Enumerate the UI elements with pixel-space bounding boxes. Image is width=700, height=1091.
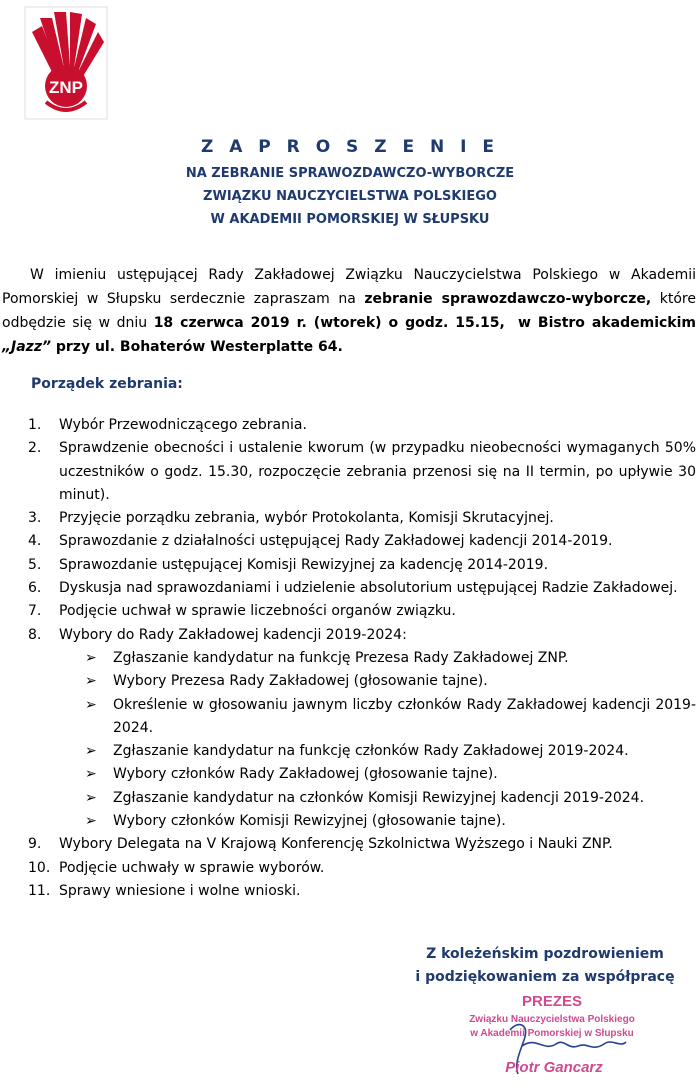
- sub-item: [0, 670, 700, 693]
- agenda-item: [0, 554, 700, 577]
- agenda-text: Wybory do Rady Zakładowej kadencji 2019-2024:: [59, 626, 407, 643]
- arrow-bullet-icon: ➢: [85, 696, 97, 713]
- agenda-text: Wybór Przewodniczącego zebrania.: [59, 417, 307, 433]
- closing-line-1: Z koleżeńskim pozdrowieniem: [426, 946, 664, 962]
- agenda-item: [0, 437, 700, 507]
- arrow-bullet-icon: ➢: [85, 813, 97, 830]
- agenda-text: Sprawdzenie obecności i ustalenie kworum (w przypadku nieobecności wymaganych 50% uczestników o godz. 15.30, rozpoczęcie zebrania przenosi się na II termin, po upływie 30 minut).: [59, 440, 696, 503]
- intro-text-1: W imieniu ustępującej Rady Zakładowej Związku Nauczycielstwa Polskiego w Akademii Pomorskiej w Słupsku serdecznie zapraszam na: [2, 267, 696, 307]
- meeting-date: 18 czerwca 2019 r. (wtorek) o godz. 15.15,: [153, 315, 505, 331]
- agenda-text: Podjęcie uchwały w sprawie wyborów.: [59, 859, 325, 876]
- sub-item-text: Zgłaszanie kandydatur na funkcję członków Rady Zakładowej 2019-2024.: [113, 743, 629, 760]
- sub-item: [0, 647, 700, 670]
- agenda-number: 11.: [28, 882, 51, 899]
- stamp-line-2: Związku Nauczycielstwa Polskiego: [469, 1014, 635, 1025]
- arrow-bullet-icon: ➢: [85, 789, 97, 806]
- stamp-name: Piotr Gancarz: [505, 1059, 603, 1076]
- closing-greeting: [400, 943, 690, 989]
- intro-text-3: [505, 315, 518, 331]
- sub-item-text: Wybory Prezesa Rady Zakładowej (głosowanie tajne).: [113, 673, 488, 690]
- sub-item: [0, 787, 700, 810]
- title-line-1: NA ZEBRANIE SPRAWOZDAWCZO-WYBORCZE: [185, 166, 515, 181]
- sub-item-text: Zgłaszanie kandydatur na członków Komisji Rewizyjnej kadencji 2019-2024.: [113, 789, 645, 806]
- agenda-text: Podjęcie uchwał w sprawie liczebności organów związku.: [59, 603, 456, 620]
- agenda-text: Sprawy wniesione i wolne wnioski.: [59, 882, 301, 899]
- agenda-number: 8.: [28, 626, 42, 643]
- stamp-title: PREZES: [521, 993, 583, 1010]
- arrow-bullet-icon: ➢: [85, 673, 97, 690]
- sub-item-text: Wybory członków Rady Zakładowej (głosowanie tajne).: [113, 766, 498, 783]
- venue-address: przy ul. Bohaterów Westerplatte 64.: [51, 339, 343, 355]
- agenda-number: 6.: [28, 580, 42, 597]
- arrow-bullet-icon: ➢: [85, 743, 97, 760]
- agenda-item: [0, 857, 700, 880]
- agenda-number: 10.: [28, 859, 51, 876]
- agenda-number: 1.: [28, 417, 42, 433]
- agenda-item: [0, 507, 700, 530]
- agenda-number: 3.: [28, 510, 42, 527]
- agenda-item: [0, 880, 700, 903]
- sub-item: [0, 740, 700, 763]
- agenda-item: [0, 833, 700, 856]
- sub-item-text: Wybory członków Komisji Rewizyjnej (głosowanie tajne).: [113, 813, 506, 830]
- agenda-text: Sprawozdanie ustępującej Komisji Rewizyjnej za kadencję 2014-2019.: [59, 556, 549, 573]
- znp-logo: [24, 6, 108, 120]
- meeting-type: zebranie sprawozdawczo-wyborcze,: [364, 291, 652, 307]
- stamp-line-3: w Akademii Pomorskiej w Słupsku: [470, 1028, 634, 1039]
- agenda-text: Przyjęcie porządku zebrania, wybór Protokolanta, Komisji Skrutacyjnej.: [59, 510, 554, 527]
- agenda-item: [0, 414, 700, 437]
- agenda-item: [0, 577, 700, 600]
- document-title: Z A P R O S Z E N I E: [200, 137, 500, 157]
- president-stamp: [452, 990, 652, 1082]
- venue-name: „Jazz”: [2, 339, 51, 355]
- sub-item-text: Zgłaszanie kandydatur na funkcję Prezesa Rady Zakładowej ZNP.: [113, 649, 569, 666]
- agenda-number: 4.: [28, 533, 42, 550]
- agenda-item: [0, 530, 700, 553]
- intro-paragraph: [2, 263, 696, 359]
- svg-text:ZNP: ZNP: [49, 78, 83, 97]
- agenda-text: Sprawozdanie z działalności ustępującej Rady Zakładowej kadencji 2014-2019.: [59, 533, 613, 550]
- sub-item: [0, 694, 700, 741]
- agenda-text: Wybory Delegata na V Krajową Konferencję Szkolnictwa Wyższego i Nauki ZNP.: [59, 836, 613, 853]
- closing-line-2: i podziękowaniem za współpracę: [415, 969, 675, 985]
- agenda-text: Dyskusja nad sprawozdaniami i udzielenie absolutorium ustępującej Radzie Zakładowej.: [59, 580, 678, 597]
- arrow-bullet-icon: ➢: [85, 766, 97, 783]
- meeting-venue: w Bistro akademickim: [517, 315, 697, 331]
- title-line-2: ZWIĄZKU NAUCZYCIELSTWA POLSKIEGO: [203, 189, 497, 204]
- agenda-item: [0, 624, 700, 647]
- agenda-number: 5.: [28, 556, 42, 573]
- arrow-bullet-icon: ➢: [85, 649, 97, 666]
- agenda-number: 7.: [28, 603, 42, 620]
- intro-text-2: które odbędzie się w dniu: [2, 291, 696, 331]
- agenda-item: [0, 600, 700, 623]
- sub-item: [0, 810, 700, 833]
- agenda-number: 2.: [28, 440, 42, 457]
- agenda-list: [0, 414, 700, 903]
- sub-item-text: Określenie w głosowaniu jawnym liczby członków Rady Zakładowej kadencji 2019-2024.: [113, 696, 696, 736]
- title-line-3: W AKADEMII POMORSKIEJ W SŁUPSKU: [210, 212, 490, 227]
- agenda-number: 9.: [28, 836, 42, 853]
- agenda-heading: Porządek zebrania:: [31, 376, 183, 392]
- sub-item: [0, 763, 700, 786]
